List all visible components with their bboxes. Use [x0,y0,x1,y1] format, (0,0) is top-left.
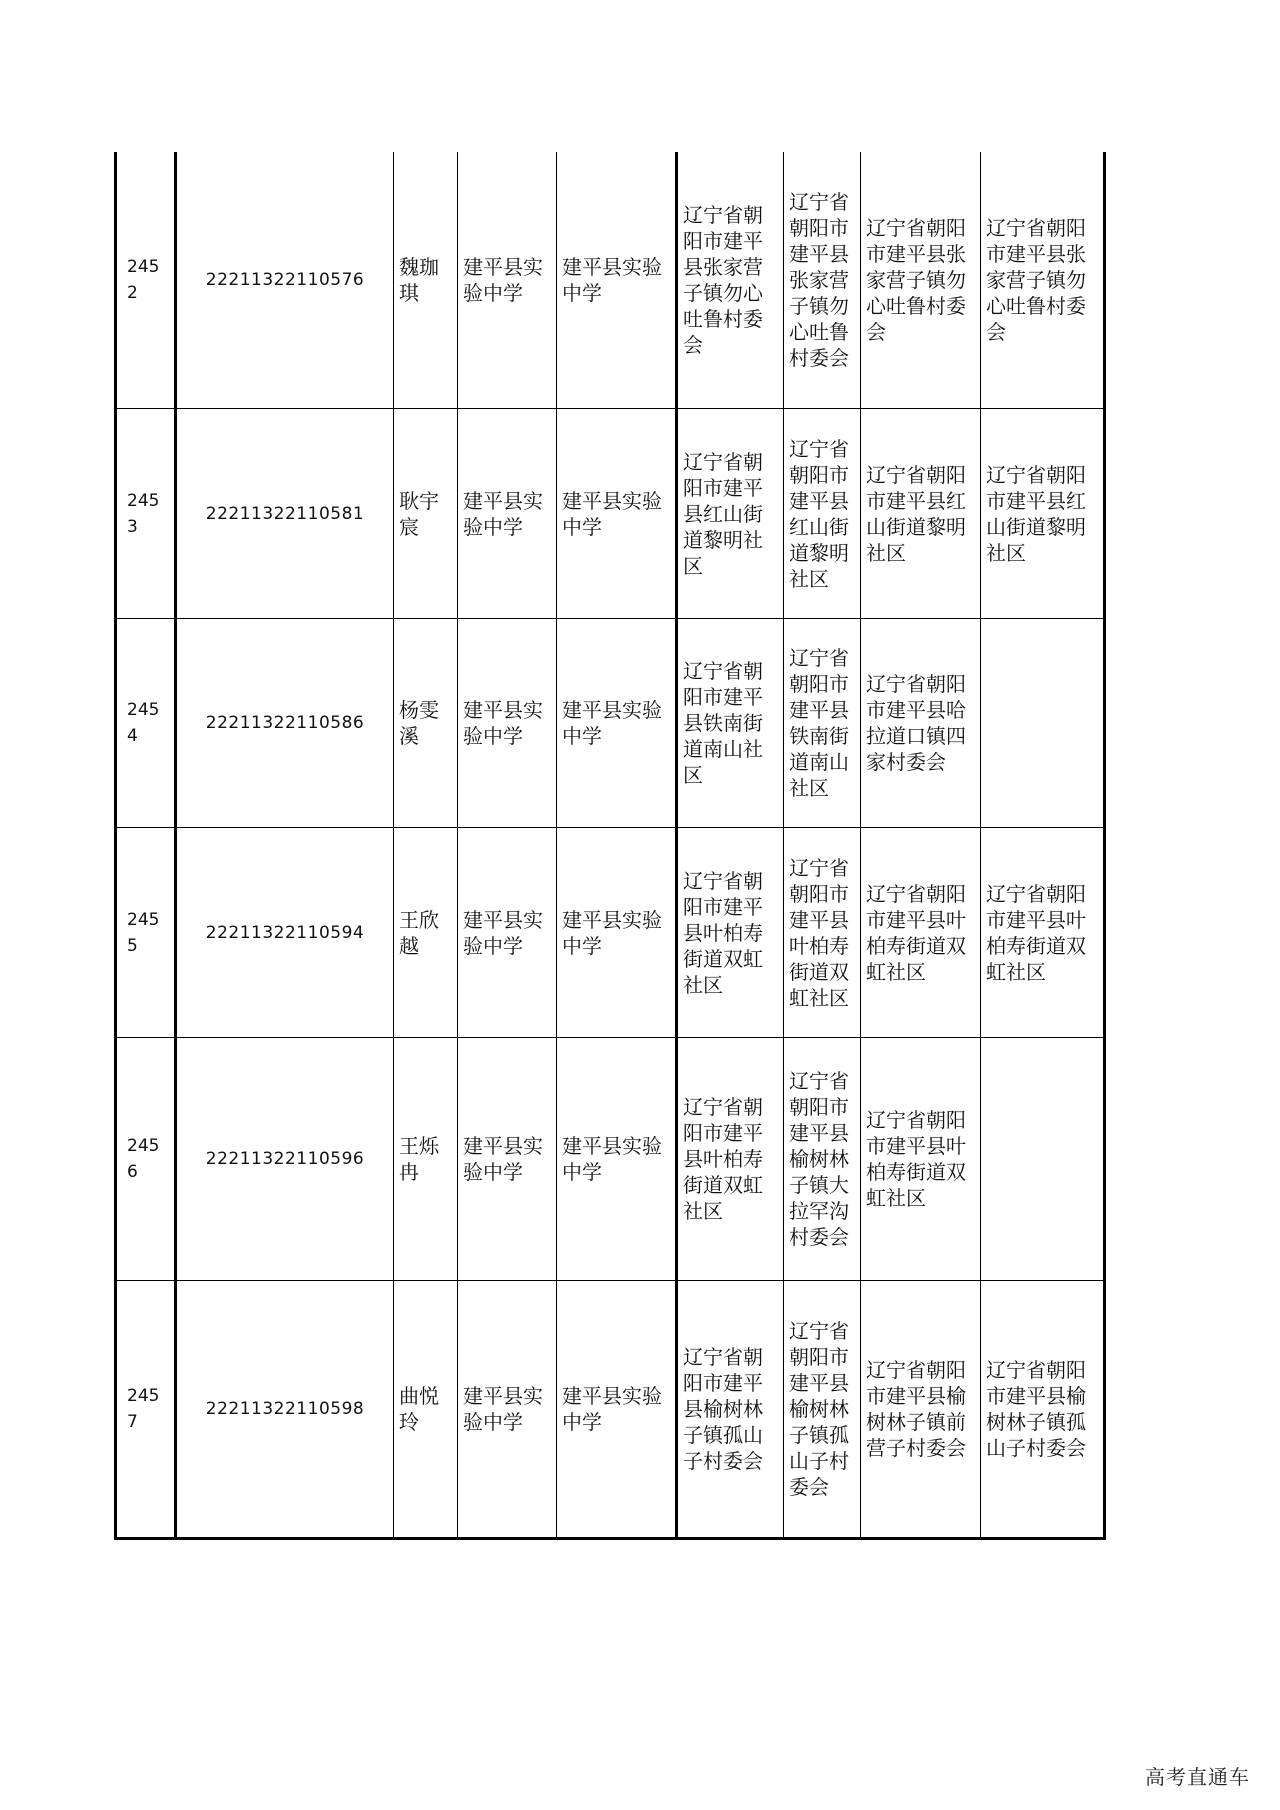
name-cell: 王欣越 [394,828,458,1038]
name-cell: 耿宇宸 [394,409,458,619]
address-cell-4 [981,1038,1105,1281]
table-row [116,1281,1105,1539]
address-cell-4 [981,619,1105,828]
table-row [116,409,1105,619]
school-cell: 建平县实验中学 [458,1281,557,1539]
table-row [116,619,1105,828]
school-cell-2: 建平县实验中学 [557,1281,677,1539]
address-cell-3: 辽宁省朝阳市建平县叶柏寿街道双虹社区 [861,828,981,1038]
address-cell-4: 辽宁省朝阳市建平县红山街道黎明社区 [981,409,1105,619]
school-cell: 建平县实验中学 [458,1038,557,1281]
school-cell: 建平县实验中学 [458,828,557,1038]
watermark-text: 高考直通车 [1145,1765,1250,1789]
address-cell-3: 辽宁省朝阳市建平县叶柏寿街道双虹社区 [861,1038,981,1281]
seq-cell: 2455 [116,828,176,1038]
address-cell-2: 辽宁省朝阳市建平县榆树林子镇孤山子村委会 [784,1281,861,1539]
address-cell-1: 辽宁省朝阳市建平县叶柏寿街道双虹社区 [677,828,784,1038]
address-cell-4: 辽宁省朝阳市建平县榆树林子镇孤山子村委会 [981,1281,1105,1539]
address-cell-1: 辽宁省朝阳市建平县铁南街道南山社区 [677,619,784,828]
school-cell-2: 建平县实验中学 [557,619,677,828]
seq-cell: 2456 [116,1038,176,1281]
address-cell-2: 辽宁省朝阳市建平县铁南街道南山社区 [784,619,861,828]
exam-id-cell: 22211322110598 [176,1281,394,1539]
school-cell-2: 建平县实验中学 [557,828,677,1038]
name-cell: 曲悦玲 [394,1281,458,1539]
seq-cell: 2457 [116,1281,176,1539]
table-row [116,828,1105,1038]
address-cell-3: 辽宁省朝阳市建平县张家营子镇勿心吐鲁村委会 [861,152,981,409]
exam-id-cell: 22211322110586 [176,619,394,828]
school-cell: 建平县实验中学 [458,619,557,828]
school-cell-2: 建平县实验中学 [557,152,677,409]
address-cell-2: 辽宁省朝阳市建平县叶柏寿街道双虹社区 [784,828,861,1038]
address-cell-1: 辽宁省朝阳市建平县榆树林子镇孤山子村委会 [677,1281,784,1539]
exam-id-cell: 22211322110576 [176,152,394,409]
name-cell: 魏珈琪 [394,152,458,409]
roster-table [114,152,1106,1540]
school-cell-2: 建平县实验中学 [557,409,677,619]
table-row [116,1038,1105,1281]
address-cell-3: 辽宁省朝阳市建平县哈拉道口镇四家村委会 [861,619,981,828]
exam-id-cell: 22211322110594 [176,828,394,1038]
address-cell-2: 辽宁省朝阳市建平县张家营子镇勿心吐鲁村委会 [784,152,861,409]
seq-cell: 2453 [116,409,176,619]
address-cell-1: 辽宁省朝阳市建平县红山街道黎明社区 [677,409,784,619]
school-cell: 建平县实验中学 [458,409,557,619]
school-cell: 建平县实验中学 [458,152,557,409]
seq-cell: 2452 [116,152,176,409]
exam-id-cell: 22211322110581 [176,409,394,619]
seq-cell: 2454 [116,619,176,828]
school-cell-2: 建平县实验中学 [557,1038,677,1281]
address-cell-4: 辽宁省朝阳市建平县叶柏寿街道双虹社区 [981,828,1105,1038]
address-cell-1: 辽宁省朝阳市建平县张家营子镇勿心吐鲁村委会 [677,152,784,409]
exam-id-cell: 22211322110596 [176,1038,394,1281]
address-cell-4: 辽宁省朝阳市建平县张家营子镇勿心吐鲁村委会 [981,152,1105,409]
address-cell-2: 辽宁省朝阳市建平县红山街道黎明社区 [784,409,861,619]
name-cell: 杨雯溪 [394,619,458,828]
table-row [116,152,1105,409]
address-cell-2: 辽宁省朝阳市建平县榆树林子镇大拉罕沟村委会 [784,1038,861,1281]
address-cell-3: 辽宁省朝阳市建平县榆树林子镇前营子村委会 [861,1281,981,1539]
address-cell-1: 辽宁省朝阳市建平县叶柏寿街道双虹社区 [677,1038,784,1281]
name-cell: 王烁冉 [394,1038,458,1281]
address-cell-3: 辽宁省朝阳市建平县红山街道黎明社区 [861,409,981,619]
